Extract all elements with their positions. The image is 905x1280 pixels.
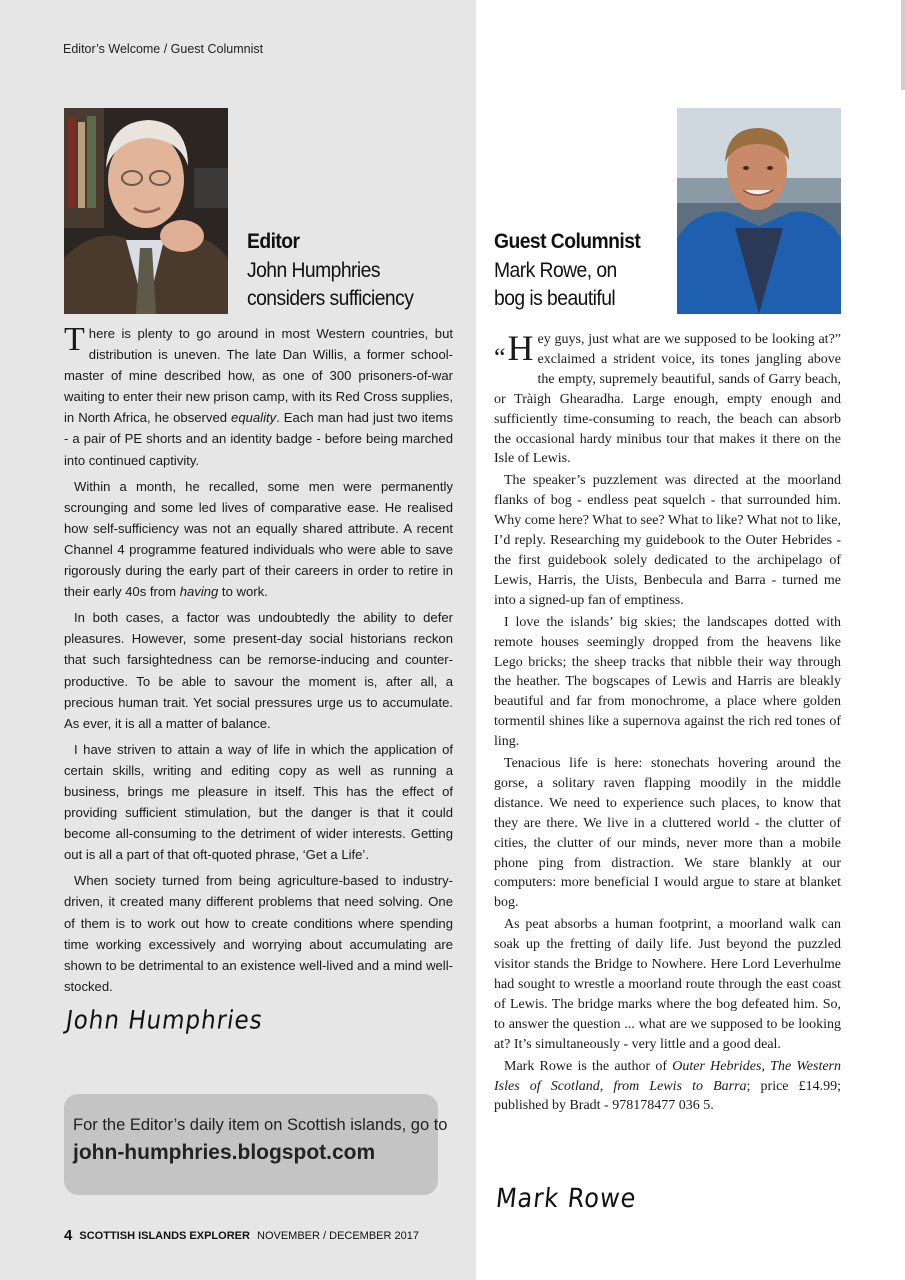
page-edge-strip — [901, 0, 905, 90]
guest-paragraph-5: As peat absorbs a human footprint, a moorland walk can soak up the fretting of daily life. Just beyond the puzzled visitor stands the Bridge to Nowhere. Here Lord Leverhulme had sought to wrestle a moorland route through the east coast of Lewis. The bridge marks where the bog defeated him. So, to answer the question ... what are we supposed to be looking at? It’s simultaneously - very little and a good deal. — [494, 917, 841, 1052]
editor-headline-line-2: considers sufficiency — [247, 287, 414, 310]
guest-paragraph-3: I love the islands’ big skies; the landscapes dotted with remote houses seemingly dropped from the heavens like Lego bricks; the sheep tracks that nibble their way through the heather. The bogscapes of Lewis and Harris are bleakly beautiful and far from monochrome, a place where golden tormentil shines like a supernova against the rich red tones of ling. — [494, 614, 841, 750]
editor-headline-title: Editor — [247, 230, 300, 253]
editor-paragraph-2-emphasis: having — [179, 584, 219, 600]
section-label: Editor’s Welcome / Guest Columnist — [63, 42, 264, 56]
issue-date: NOVEMBER / DECEMBER 2017 — [257, 1230, 419, 1242]
guest-paragraph-6-text: Mark Rowe is the author of — [504, 1058, 673, 1074]
editor-paragraph-2-text: Within a month, he recalled, some men were permanently scrounging and some led lives of comparative ease. He realised how self-sufficiency was not an equally shared attribute. A recent Channel 4 programme featured individuals who were able to save rigorously during the early part of their careers in order to retire in their early 40s from — [64, 478, 453, 600]
publication-name: SCOTTISH ISLANDS EXPLORER — [79, 1230, 250, 1242]
editor-paragraph-4: I have striven to attain a way of life in which the application of certain skills, writing and editing copy as well as running a business, brings me pleasure in itself. This has the effect of providing sufficient stimulation, but the danger is that it could become all-consuming to the detriment of wider interests. Getting out is all a part of that oft-quoted phrase, ‘Get a Life’. — [64, 741, 453, 863]
guest-dropcap-letter: H — [507, 328, 534, 368]
guest-paragraph-4: Tenacious life is here: stonechats hovering around the gorse, a solitary raven flapping moodily in the middle distance. We need to experience such places, to know that they are there. We live in a cluttered world - the clutter of cities, the clutter of our minds, never more than a mobile phone ping from distraction. We stare blankly at our computers: more beneficial I would argue to stare at blanket bog. — [494, 756, 841, 911]
blog-promo-box — [64, 1094, 448, 1195]
guest-headline-line-1: Mark Rowe, on — [494, 258, 617, 282]
editor-paragraph-3: In both cases, a factor was undoubtedly the ability to defer pleasures. However, some present-day social historians reckon that such farsightedness can be remorse-inducing and counter-productive. To be able to savour the moment is, after all, a precious human trait. Yet social pressures urge us to accumulate. As ever, it is all a matter of balance. — [64, 610, 453, 731]
editor-dropcap: T — [64, 321, 85, 358]
editor-article-body — [64, 323, 453, 1002]
guest-paragraph-2: The speaker’s puzzlement was directed at the moorland flanks of bog - endless peat squelch - that surrounded him. Why come here? What to see? What to like? What not to like, I’d reply. Researching my guidebook to the Outer Hebrides - the first guidebook solely dedicated to the archipelago of Lewis, Harris, the Uists, Benbecula and Barra - turned me into a signed-up fan of emptiness. — [494, 473, 841, 608]
guest-open-quote: “ — [494, 343, 506, 372]
editor-paragraph-1-text: here is plenty to go around in most Western countries, but distribution is uneven. The late Dan Willis, a former school-master of mine described how, as one of 300 prisoners-of-war waiting to enter their new prison camp, with its Red Cross supplies, in North Africa, he observed — [64, 326, 453, 426]
editor-paragraph-2 — [64, 476, 453, 603]
book-title: Outer Hebrides, The Western Isles of Scotland, from Lewis to Barra — [494, 1058, 841, 1094]
guest-paragraph-1 — [494, 330, 841, 469]
editor-paragraph-5: When society turned from being agriculture-based to industry-driven, it created many different problems that need solving. One of them is to work out how to create conditions where spending time working excessively and worrying about accumulating are shown to be detrimental to an existence well-lived and a mind well-stocked. — [64, 873, 453, 994]
editor-headline — [247, 228, 468, 314]
guest-columnist-photo — [677, 108, 841, 314]
editor-paragraph-2-end: to work. — [218, 584, 268, 600]
promo-text: For the Editor’s daily item on Scottish islands, go to — [73, 1116, 448, 1134]
editor-paragraph-1-emphasis: equality — [231, 410, 277, 426]
guest-headline-line-2: bog is beautiful — [494, 287, 616, 310]
editor-headline-line-1: John Humphries — [247, 258, 380, 282]
guest-headline-title: Guest Columnist — [494, 230, 641, 253]
guest-paragraph-1-text: ey guys, just what are we supposed to be looking at?” exclaimed a strident voice, its tones jangling above the empty, supremely beautiful, sands of Garry beach, or Tràigh Ghearadha. Large enough, empty enough and sufficiently time-consuming to reach, the beach can absorb the occasional hardy minibus tour that makes it there on the Isle of Lewis. — [494, 332, 841, 467]
page-number: 4 — [64, 1227, 73, 1244]
page-footer — [64, 1227, 419, 1244]
guest-paragraph-6-end: ; price £14.99; published by Bradt - 978178477 036 5. — [494, 1078, 841, 1114]
guest-article-body — [494, 330, 841, 1118]
blog-url-link[interactable]: john-humphries.blogspot.com — [73, 1141, 376, 1164]
guest-headline — [494, 228, 678, 314]
editor-paragraph-1-end: . Each man had just two items - a pair of PE shorts and an identity badge - before being marched into continued captivity. — [64, 410, 453, 468]
editor-paragraph-1 — [64, 323, 453, 471]
guest-paragraph-6 — [494, 1057, 841, 1117]
editor-signature: John Humphries — [63, 1006, 265, 1036]
editor-portrait-photo — [64, 108, 228, 314]
guest-signature: Mark Rowe — [494, 1182, 639, 1214]
guest-dropcap — [494, 328, 534, 374]
